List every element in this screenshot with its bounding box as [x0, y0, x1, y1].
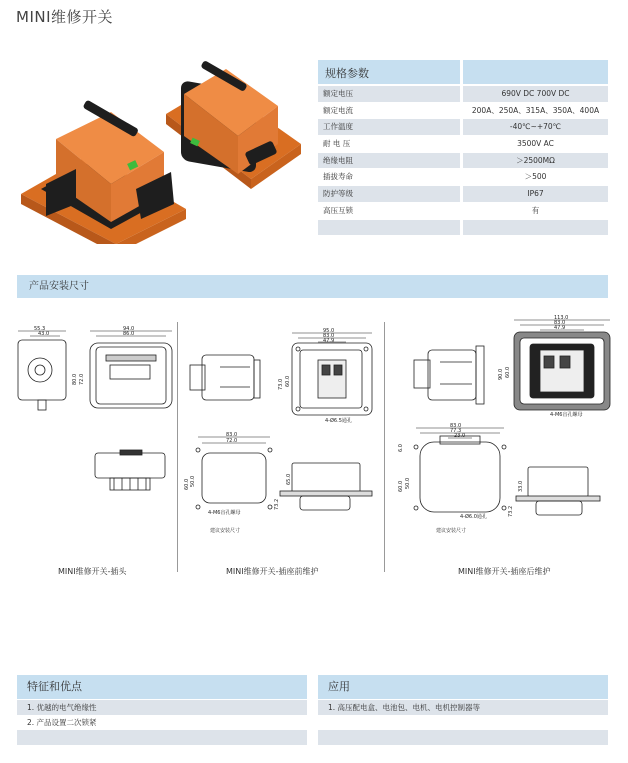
- front-maintenance-drawing: [180, 325, 380, 540]
- spec-label: 高压互锁: [318, 203, 460, 219]
- dim-label: 建议安装尺寸: [210, 528, 241, 534]
- list-item: 1. 优越的电气绝缘性: [17, 700, 307, 715]
- product-photo: [16, 44, 306, 244]
- features-list: [17, 700, 307, 745]
- spec-row: [318, 103, 608, 119]
- column-divider: [384, 322, 385, 572]
- spec-header-label: 规格参数: [318, 60, 460, 84]
- dim-label: 60.0: [184, 478, 190, 490]
- dim-label: 50.0: [190, 475, 196, 487]
- dim-label: 73.2: [274, 498, 280, 510]
- spec-table-header: [318, 60, 608, 84]
- spec-label: 工作温度: [318, 119, 460, 135]
- applications-list: [318, 700, 608, 745]
- spec-label: [318, 220, 460, 236]
- list-item: [318, 730, 608, 745]
- spec-value: ＞500: [463, 169, 608, 185]
- spec-value: 有: [463, 203, 608, 219]
- spec-value: 200A、250A、315A、350A、400A: [463, 103, 608, 119]
- dim-label: 90.0: [498, 368, 504, 380]
- dim-label: 80.0: [72, 373, 78, 385]
- dim-label: 77.3: [450, 428, 462, 434]
- caption-plug: MINI维修开关-插头: [58, 567, 127, 576]
- list-item: [17, 730, 307, 745]
- dim-label: 73.0: [278, 378, 284, 390]
- spec-row: [318, 220, 608, 236]
- dim-label: 4-Ø6.0通孔: [460, 514, 487, 520]
- spec-row: [318, 136, 608, 152]
- dim-label: 55.3: [34, 326, 46, 332]
- dim-label: 60.0: [505, 366, 511, 378]
- spec-label: 耐 电 压: [318, 136, 460, 152]
- product-back-unit: [166, 60, 301, 189]
- dim-label: 4-M6盲孔螺母: [208, 510, 241, 516]
- product-front-unit: [21, 100, 186, 244]
- spec-row: [318, 86, 608, 102]
- dim-label: 73.2: [508, 505, 514, 517]
- caption-rear-maintenance: MINI维修开关-插座后维护: [458, 567, 551, 576]
- dim-label: 43.0: [38, 331, 50, 337]
- spec-row: [318, 186, 608, 202]
- page-title: MINI维修开关: [16, 8, 114, 26]
- spec-header-value: [463, 60, 608, 84]
- spec-row: [318, 153, 608, 169]
- dim-label: 47.9: [554, 325, 566, 331]
- spec-label: 防护等级: [318, 186, 460, 202]
- spec-row: [318, 203, 608, 219]
- features-section-header: 特征和优点: [17, 675, 307, 699]
- spec-row: [318, 119, 608, 135]
- dim-label: 72.0: [79, 373, 85, 385]
- dim-label: 83.0: [450, 423, 462, 429]
- dim-label: 33.0: [518, 480, 524, 492]
- dim-label: 95.0: [323, 328, 335, 334]
- list-item: [318, 715, 608, 730]
- spec-value: ＞2500MΩ: [463, 153, 608, 169]
- spec-value: 690V DC 700V DC: [463, 86, 608, 102]
- dim-label: 60.0: [285, 375, 291, 387]
- dim-label: 83.0: [226, 432, 238, 438]
- list-item: 2. 产品设置二次锁紧: [17, 715, 307, 730]
- dim-label: 4-Ø6.5通孔: [325, 418, 352, 424]
- dim-label: 60.0: [398, 480, 404, 492]
- dim-label: 建议安装尺寸: [436, 528, 467, 534]
- dim-label: 113.0: [554, 315, 569, 321]
- plug-drawing: [10, 325, 175, 505]
- dim-label: 86.0: [123, 331, 135, 337]
- spec-label: 额定电流: [318, 103, 460, 119]
- caption-front-maintenance: MINI维修开关-插座前维护: [226, 567, 319, 576]
- spec-value: IP67: [463, 186, 608, 202]
- spec-value: 3500V AC: [463, 136, 608, 152]
- dim-label: 83.0: [323, 333, 335, 339]
- spec-value: [463, 220, 608, 236]
- dim-label: 50.0: [405, 477, 411, 489]
- dim-label: 72.0: [226, 438, 238, 444]
- rear-maintenance-drawing: [390, 312, 618, 540]
- list-item: 1. 高压配电盒、电池包、电机、电机控制器等: [318, 700, 608, 715]
- dim-label: 4-M6盲孔螺母: [550, 412, 583, 418]
- column-divider: [177, 322, 178, 572]
- spec-row: [318, 169, 608, 185]
- dim-label: 94.0: [123, 326, 135, 332]
- spec-label: 插拔寿命: [318, 169, 460, 185]
- dim-label: 83.0: [554, 320, 566, 326]
- dim-label: 6.0: [398, 444, 404, 452]
- applications-section-header: 应用: [318, 675, 608, 699]
- dim-label: 47.9: [323, 338, 335, 344]
- spec-table: [318, 60, 608, 236]
- install-section-header: 产品安装尺寸: [17, 275, 608, 298]
- spec-value: -40℃~+70℃: [463, 119, 608, 135]
- spec-label: 额定电压: [318, 86, 460, 102]
- spec-label: 绝缘电阻: [318, 153, 460, 169]
- dim-label: 65.0: [286, 473, 292, 485]
- dim-label: 23.0: [454, 433, 466, 439]
